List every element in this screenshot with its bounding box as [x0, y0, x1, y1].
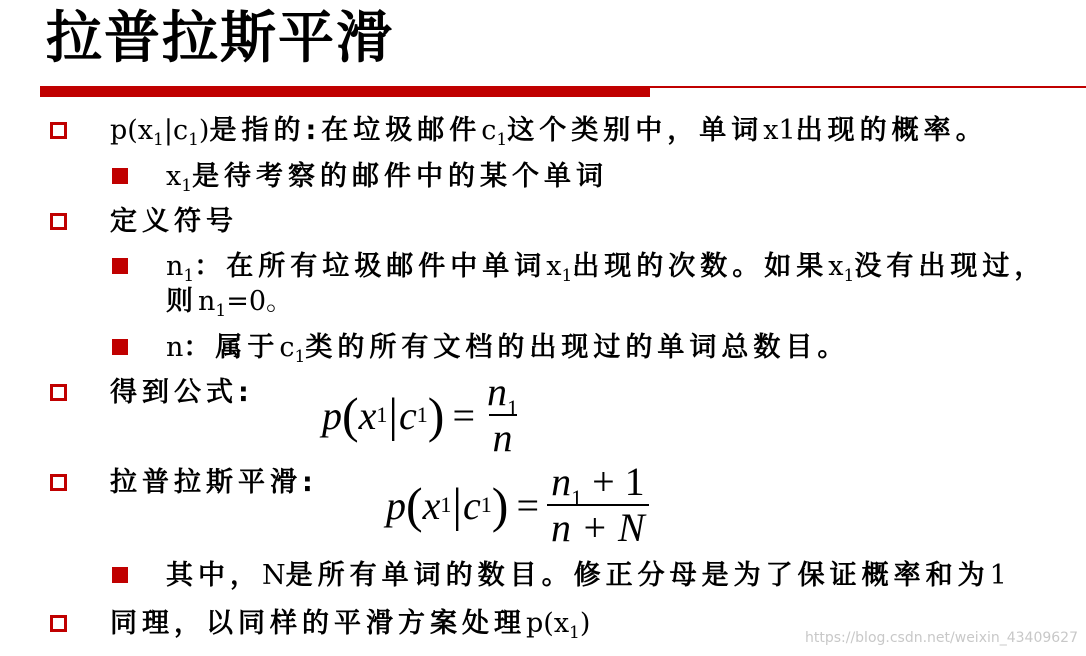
subscript: 1: [561, 266, 573, 286]
text: x: [828, 251, 844, 282]
paren: (: [342, 387, 359, 443]
text: =0。: [226, 286, 294, 317]
text: ): [198, 115, 210, 146]
text: c: [279, 332, 295, 363]
subscript: 1: [569, 623, 580, 643]
denominator: n: [489, 414, 517, 460]
paren: ): [491, 477, 509, 533]
bullet-laplace-label: [110, 466, 318, 500]
filled-square-bullet: [112, 339, 128, 355]
hollow-square-bullet: [50, 384, 67, 401]
subscript: 1: [507, 395, 519, 420]
filled-square-bullet: [112, 258, 128, 274]
subscript: 1: [183, 266, 195, 286]
numerator: [483, 369, 522, 420]
sub-bullet-x1: [166, 160, 608, 194]
text: N: [262, 560, 286, 591]
text: 是指的:在垃圾邮件: [209, 115, 482, 146]
fraction: [547, 460, 649, 550]
text: c: [481, 115, 497, 146]
text: 拉普拉斯平滑:: [110, 467, 318, 498]
text: 是所有单词的数目。修正分母是为了保证概率和为: [285, 560, 990, 591]
bullet-formula-label: [110, 376, 254, 410]
text: p(x: [110, 115, 154, 146]
text: 同理，以同样的平滑方案处理: [110, 608, 526, 639]
equals: =: [516, 482, 540, 528]
subscript: 1: [571, 485, 583, 510]
bullet-definition: [110, 114, 988, 148]
text: x: [166, 161, 182, 192]
paren: (: [406, 477, 423, 533]
text: 得到公式:: [110, 377, 254, 408]
formula-x: x: [358, 392, 377, 438]
text: n: [166, 332, 184, 363]
subscript: 1: [188, 130, 199, 150]
sub-bullet-n: [166, 331, 849, 365]
denominator: n + N: [547, 504, 649, 550]
sub-bullet-n1-continued: [166, 285, 293, 319]
text: 则: [166, 286, 198, 317]
text: 1: [989, 560, 1007, 591]
text: 类的所有文档的出现过的单词总数目。: [305, 332, 850, 363]
formula-probability: p ( x 1 | c 1 ) = $\frac{n_1}{n}$: [322, 370, 522, 460]
sub-bullet-n1: [166, 250, 1046, 284]
subscript: 1: [496, 130, 508, 150]
bar: |: [388, 388, 399, 442]
hollow-square-bullet: [50, 615, 67, 632]
sub-bullet-explanation: [166, 559, 1007, 593]
text: 是待考察的邮件中的某个单词: [192, 161, 609, 192]
text: n: [487, 369, 508, 414]
formula-c: c: [399, 392, 417, 438]
bullet-define-symbols: [110, 205, 238, 239]
text: 出现的概率。: [795, 115, 988, 146]
text: ：在所有垃圾邮件中单词: [194, 251, 547, 282]
hollow-square-bullet: [50, 122, 67, 139]
text: + 1: [582, 459, 645, 504]
formula-p: p: [322, 392, 342, 438]
text: x1: [763, 115, 796, 146]
formula-c: c: [463, 482, 481, 528]
text: ：属于: [183, 332, 280, 363]
watermark: https://blog.csdn.net/weixin_43409627: [804, 630, 1078, 646]
subscript: 1: [153, 130, 164, 150]
hollow-square-bullet: [50, 474, 67, 491]
paren: ): [427, 387, 445, 443]
slide-title: 拉普拉斯平滑: [46, 6, 394, 71]
formula-p: p: [386, 482, 406, 528]
bullet-similarly: [110, 607, 590, 641]
equals: =: [452, 392, 476, 438]
text: n: [198, 286, 216, 317]
text: p(x: [526, 608, 570, 639]
filled-square-bullet: [112, 168, 128, 184]
subscript: 1: [181, 176, 193, 196]
bar: |: [452, 478, 463, 532]
subscript: 1: [843, 266, 855, 286]
formula-x: x: [422, 482, 441, 528]
text: 没有出现过，: [854, 251, 1047, 282]
text: 出现的次数。如果: [572, 251, 829, 282]
text: n: [166, 251, 184, 282]
filled-square-bullet: [112, 567, 128, 583]
text: x: [546, 251, 562, 282]
text: ): [579, 608, 591, 639]
text: n: [551, 459, 572, 504]
subscript: 1: [215, 301, 227, 321]
text: 其中，: [166, 560, 262, 591]
numerator: [547, 459, 649, 510]
text: 定义符号: [110, 206, 238, 237]
formula-laplace: p ( x 1 | c 1 ) = $\frac{n_1 + 1}{n + N}$: [386, 460, 649, 550]
title-rule-thick: [40, 86, 650, 97]
hollow-square-bullet: [50, 213, 67, 230]
text: |c: [163, 115, 189, 146]
fraction: [483, 370, 522, 460]
subscript: 1: [294, 347, 306, 367]
text: 这个类别中，单词: [507, 115, 764, 146]
